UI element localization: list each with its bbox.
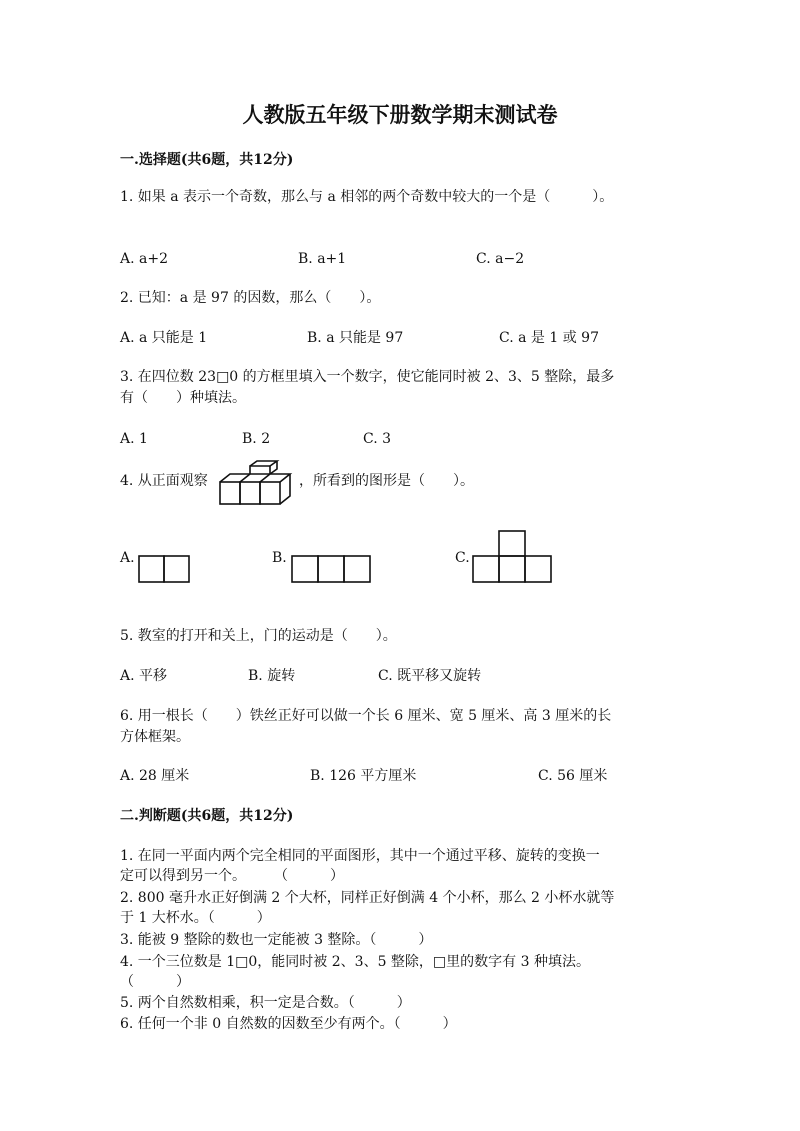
q4-cube-figure: [219, 467, 299, 507]
q4-option-a[interactable]: A.: [120, 550, 135, 566]
q3-option-a[interactable]: A. 1: [120, 431, 148, 447]
q2-text: 2. 已知：a 是 97 的因数，那么（ ）。: [120, 290, 381, 306]
q4-option-a-figure: [138, 555, 192, 585]
q6-text-line1: 6. 用一根长（ ）铁丝正好可以做一个长 6 厘米、宽 5 厘米、高 3 厘米的长: [120, 708, 612, 724]
q1-option-a[interactable]: A. a+2: [120, 251, 168, 267]
q4-option-b[interactable]: B.: [272, 550, 287, 566]
judge-line: 5. 两个自然数相乘，积一定是合数。（ ）: [120, 995, 411, 1011]
q6-option-a[interactable]: A. 28 厘米: [120, 768, 190, 784]
judge-line: 2. 800 毫升水正好倒满 2 个大杯，同样正好倒满 4 个小杯，那么 2 小杯水就等: [120, 890, 615, 906]
q5-option-b[interactable]: B. 旋转: [248, 668, 296, 684]
q3-text-line2: 有（ ）种填法。: [120, 390, 246, 406]
q4-text-after: ，所看到的图形是（ ）。: [299, 473, 474, 489]
q4-text-before: 4. 从正面观察: [120, 473, 208, 489]
judge-line: 于 1 大杯水。（ ）: [120, 910, 271, 926]
q4-option-c-figure: [472, 530, 554, 586]
q1-option-b[interactable]: B. a+1: [298, 251, 347, 267]
q2-option-c[interactable]: C. a 是 1 或 97: [499, 330, 599, 346]
q4-option-c[interactable]: C.: [455, 550, 470, 566]
page-title: 人教版五年级下册数学期末测试卷: [242, 102, 558, 127]
judge-line: 3. 能被 9 整除的数也一定能被 3 整除。（ ）: [120, 932, 433, 948]
q6-option-c[interactable]: C. 56 厘米: [538, 768, 608, 784]
q5-text: 5. 教室的打开和关上，门的运动是（ ）。: [120, 628, 397, 644]
section1-heading: 一.选择题(共6题，共12分): [120, 152, 294, 168]
q1-option-c[interactable]: C. a−2: [476, 251, 525, 267]
q3-option-c[interactable]: C. 3: [363, 431, 392, 447]
q5-option-c[interactable]: C. 既平移又旋转: [378, 668, 482, 684]
q5-option-a[interactable]: A. 平移: [120, 668, 168, 684]
q1-text: 1. 如果 a 表示一个奇数，那么与 a 相邻的两个奇数中较大的一个是（ ）。: [120, 189, 614, 205]
q3-option-b[interactable]: B. 2: [242, 431, 271, 447]
q3-text-line1: 3. 在四位数 23□0 的方框里填入一个数字，使它能同时被 2、3、5 整除，最多: [120, 369, 615, 385]
section2-heading: 二.判断题(共6题，共12分): [120, 808, 294, 824]
judge-line: 定可以得到另一个。 （ ）: [120, 868, 344, 884]
judge-line: 6. 任何一个非 0 自然数的因数至少有两个。（ ）: [120, 1016, 457, 1032]
judge-line: 1. 在同一平面内两个完全相同的平面图形，其中一个通过平移、旋转的变换一: [120, 848, 600, 864]
q2-option-b[interactable]: B. a 只能是 97: [307, 330, 404, 346]
q4-option-b-figure: [291, 555, 373, 585]
q2-option-a[interactable]: A. a 只能是 1: [120, 330, 208, 346]
judge-line: （ ）: [120, 974, 190, 990]
judge-line: 4. 一个三位数是 1□0，能同时被 2、3、5 整除，□里的数字有 3 种填法。: [120, 954, 590, 970]
q6-text-line2: 方体框架。: [120, 729, 190, 745]
q6-option-b[interactable]: B. 126 平方厘米: [310, 768, 417, 784]
